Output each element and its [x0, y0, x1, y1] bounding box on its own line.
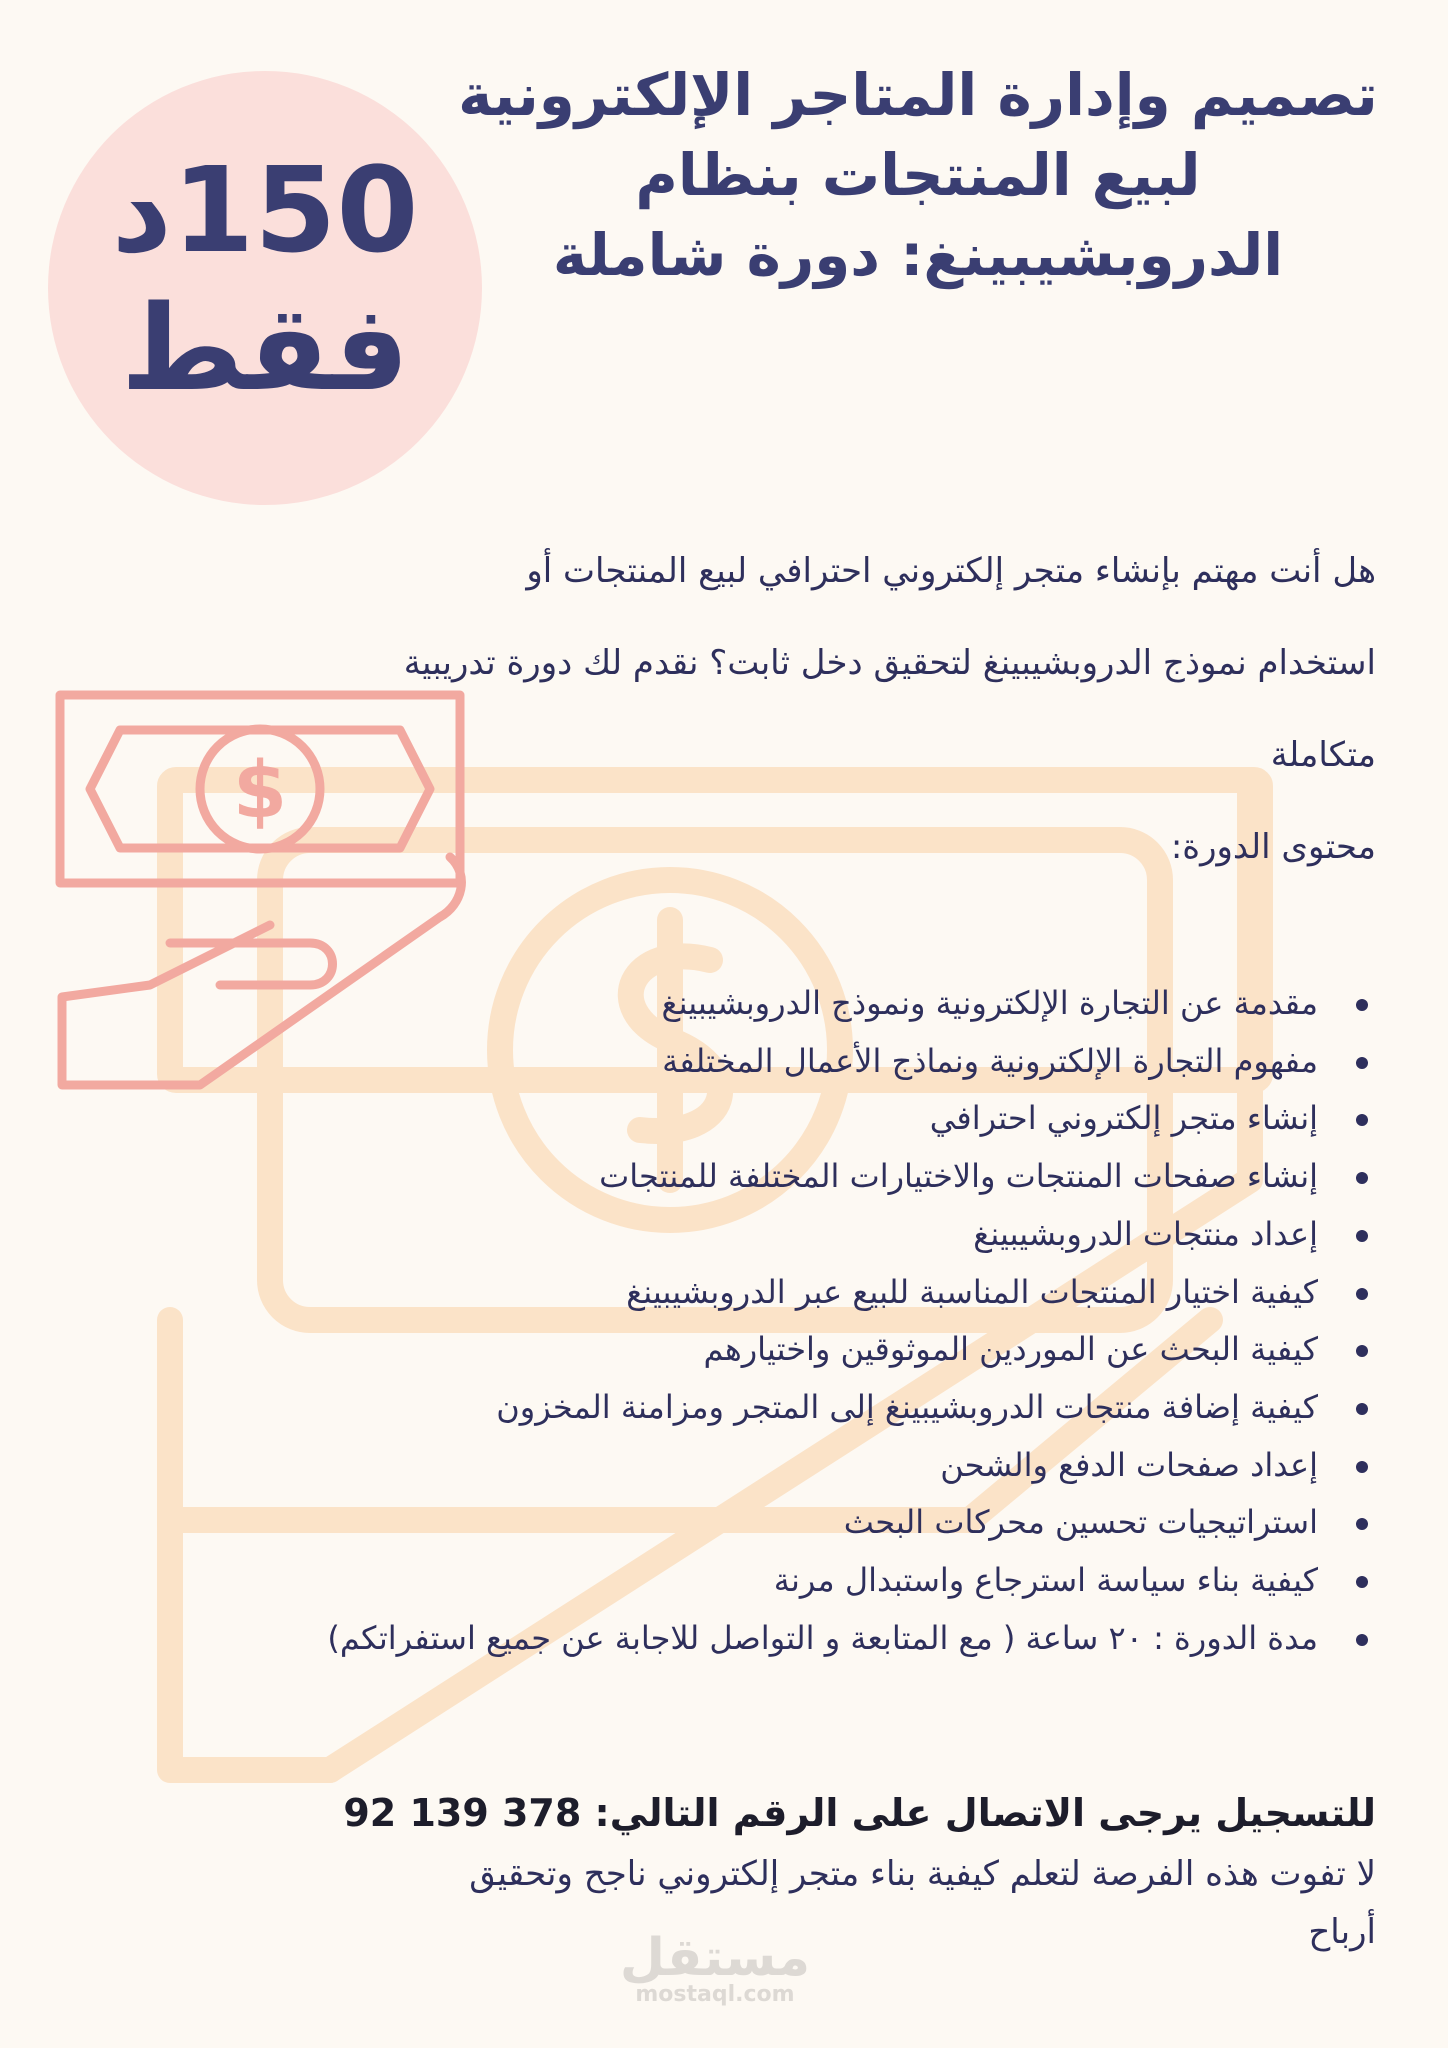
list-item: كيفية اختيار المنتجات المناسبة للبيع عبر الدروبشيبينغ: [56, 1264, 1376, 1322]
intro-line-2: استخدام نموذج الدروبشيبينغ لتحقيق دخل ثابت؟ نقدم لك دورة تدريبية: [403, 643, 1376, 683]
contact-label: للتسجيل يرجى الاتصال على الرقم التالي:: [594, 1791, 1376, 1835]
intro-line-3: متكاملة: [1270, 735, 1376, 775]
course-content-list: [56, 975, 1376, 1667]
registration-contact: [56, 1785, 1376, 1841]
intro-paragraph: [76, 525, 1376, 893]
title-line-2: لبيع المنتجات بنظام: [635, 141, 1201, 209]
list-item: إعداد صفحات الدفع والشحن: [56, 1437, 1376, 1495]
cta-line-2: أرباح: [1308, 1912, 1376, 1952]
list-item: مفهوم التجارة الإلكترونية ونماذج الأعمال المختلفة: [56, 1033, 1376, 1091]
svg-text:$: $: [232, 746, 288, 836]
watermark-logo: مستقل: [619, 1928, 811, 1988]
title-line-1: تصميم وإدارة المتاجر الإلكترونية: [458, 61, 1378, 129]
list-item-duration: مدة الدورة : ٢٠ ساعة ( مع المتابعة و التواصل للاجابة عن جميع استفراتكم): [56, 1610, 1376, 1668]
phone-number[interactable]: 92 139 378: [343, 1791, 582, 1835]
list-item: استراتيجيات تحسين محركات البحث: [56, 1494, 1376, 1552]
list-item: إنشاء متجر إلكتروني احترافي: [56, 1090, 1376, 1148]
page-title: [418, 55, 1418, 295]
list-item: إعداد منتجات الدروبشيبينغ: [56, 1206, 1376, 1264]
list-item: كيفية البحث عن الموردين الموثوقين واختيارهم: [56, 1321, 1376, 1379]
price-amount: 150د: [111, 141, 419, 279]
watermark-url: mostaql.com: [635, 1982, 795, 2007]
list-item: كيفية بناء سياسة استرجاع واستبدال مرنة: [56, 1552, 1376, 1610]
list-item: كيفية إضافة منتجات الدروبشيبينغ إلى المتجر ومزامنة المخزون: [56, 1379, 1376, 1437]
list-item: إنشاء صفحات المنتجات والاختيارات المختلفة للمنتجات: [56, 1148, 1376, 1206]
cta-line-1: لا تفوت هذه الفرصة لتعلم كيفية بناء متجر إلكتروني ناجح وتحقيق: [469, 1854, 1376, 1894]
intro-line-1: هل أنت مهتم بإنشاء متجر إلكتروني احترافي لبيع المنتجات أو: [526, 551, 1376, 591]
list-item: مقدمة عن التجارة الإلكترونية ونموذج الدروبشيبينغ: [56, 975, 1376, 1033]
price-qualifier: فقط: [120, 279, 410, 417]
title-line-3: الدروبشيبينغ: دورة شاملة: [552, 221, 1284, 289]
content-heading: محتوى الدورة:: [1170, 827, 1376, 867]
